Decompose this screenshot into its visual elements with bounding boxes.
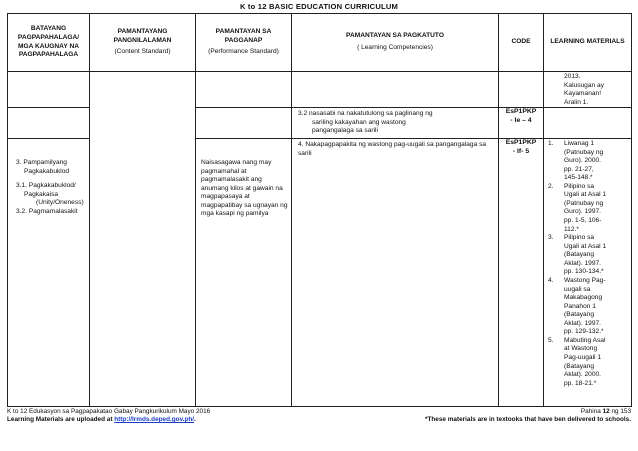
material-text (564, 277, 629, 337)
header-learning-materials (544, 14, 632, 72)
material-line: Wastong Pag- (564, 276, 606, 284)
material-number: 2. (548, 182, 554, 190)
material-number: 4. (548, 276, 554, 284)
material-line: uugali sa (564, 285, 591, 293)
material-line: pp. 1-5, 106- (564, 217, 602, 224)
page-total: ng 153 (611, 408, 631, 415)
cell-empty (544, 108, 632, 139)
content-standard-cell (90, 72, 196, 407)
performance-standard-text: Naisasagawa nang may pagmamahal at pagmamalasakit ang anumang kilos at gawain na magpapasaya at magpapatibay sa ugnayan ng mga kasapi ng pamilya (201, 158, 288, 218)
material-line: 145-148.* (564, 174, 593, 182)
material-line: Guro). 2000. (564, 157, 602, 165)
material-item (548, 140, 629, 183)
cell-empty (8, 72, 90, 108)
header-performance-standard-sub: (Performance Standard) (208, 48, 279, 56)
value-sub: (Unity/Oneness) (36, 199, 84, 207)
materials-line: Kalusugan ay (564, 81, 604, 89)
page-current: 12 (602, 408, 610, 415)
material-line: (Patnubay ng (564, 199, 604, 207)
header-row (8, 14, 632, 72)
material-line: Pilipino sa (564, 182, 595, 190)
header-code (499, 14, 544, 72)
lrmds-link[interactable]: http://lrmds.deped.gov.ph/ (114, 416, 195, 423)
material-line: Guro). 1997. (564, 208, 602, 216)
material-line: Ugali at Asal 1 (564, 242, 607, 250)
cell-empty (8, 108, 90, 139)
material-number: 1. (548, 139, 554, 147)
code-cell (499, 108, 544, 139)
materials-top-cell (544, 72, 632, 108)
material-line: (Batayang (564, 311, 595, 319)
header-core-values (8, 14, 90, 72)
performance-standard-cell (196, 138, 292, 406)
page-title: K to 12 BASIC EDUCATION CURRICULUM (239, 2, 399, 11)
material-line: 112.* (564, 225, 579, 233)
header-core-values-line: MGA KAUGNAY NA (18, 42, 79, 50)
uploaded-text: Learning Materials are uploaded at (7, 416, 113, 423)
material-line: pp. 130-134.* (564, 268, 604, 276)
material-text (564, 234, 629, 277)
material-line: (Batayang (564, 362, 595, 370)
code-cell (499, 138, 544, 406)
material-text (564, 140, 629, 183)
material-line: pp. 129-132.* (564, 328, 604, 336)
cell-empty (292, 72, 499, 108)
material-number: 3. (548, 234, 554, 242)
material-line: Makabagong (564, 294, 603, 302)
material-line: Pag-uugali 1 (564, 354, 602, 361)
header-learning-competencies (292, 14, 499, 72)
materials-line: Aralin 1. (564, 98, 589, 106)
material-line: (Patnubay ng (564, 148, 604, 156)
material-item (548, 183, 629, 234)
header-learning-materials-label: LEARNING MATERIALS (550, 38, 625, 46)
material-line: Aklat). 1997. (564, 319, 602, 327)
materials-list (544, 139, 631, 388)
header-learning-competencies-sub: ( Learning Competencies) (357, 44, 433, 51)
material-line: Liwanag 1 (564, 139, 595, 147)
cell-empty (196, 72, 292, 108)
material-text (564, 183, 629, 234)
material-line: Panahon 1 (564, 302, 596, 310)
material-line: Pilipino sa (564, 234, 595, 242)
competency-text: pangangalaga sa sarili (312, 127, 378, 135)
footer-line-2 (7, 416, 631, 423)
code-text: - If- 5 (512, 147, 530, 155)
competency-text: sariling kakayahan ang wastong (312, 118, 406, 126)
header-core-values-line: BATAYANG (30, 25, 67, 33)
curriculum-table (7, 13, 632, 407)
header-performance-standard (196, 14, 292, 72)
material-text (564, 337, 629, 388)
code-text: - Ie – 4 (510, 117, 532, 125)
material-line: pp. 18-21.* (564, 379, 597, 387)
header-content-standard-label: PAMANTAYANG PANGNILALAMAN (113, 28, 172, 44)
material-line: Aklat). 2000. (564, 371, 602, 379)
value-main: Pagkakabuklod (24, 167, 70, 175)
material-line: at Wastong (564, 345, 598, 353)
page-number (581, 408, 631, 415)
header-performance-standard-label: PAMANTAYAN SA PAGGANAP (215, 28, 272, 44)
code-text: EsP1PKP (505, 108, 537, 116)
material-number: 5. (548, 336, 554, 344)
materials-line: Kayamanan! (564, 90, 602, 98)
materials-note: *These materials are in textooks that have ben delivered to schools. (425, 416, 631, 423)
materials-line: 2013. (564, 73, 581, 80)
competency-text: 4. Nakapagpapakita ng wastong pag-uugali sa pangangalaga sa sarili (298, 140, 487, 157)
footer-line-1 (7, 408, 631, 415)
header-content-standard (90, 14, 196, 72)
header-code-label: CODE (511, 38, 531, 46)
material-item (548, 277, 629, 337)
url-end: . (194, 416, 196, 423)
header-core-values-line: PAGPAPAHALAGA/ (17, 33, 80, 41)
values-cell (8, 138, 90, 406)
material-item (548, 234, 629, 277)
header-learning-competencies-label: PAMANTAYAN SA PAGKATUTO (346, 32, 444, 40)
material-item (548, 337, 629, 388)
competency-cell (292, 138, 499, 406)
table-row (8, 72, 632, 108)
competency-text: 3.2 nasasabi na nakatutulong sa paglinang ng (298, 110, 433, 118)
material-line: Ugali at Asal 1 (564, 191, 607, 199)
material-line: pp. 21-27, (564, 165, 594, 173)
cell-empty (499, 72, 544, 108)
competency-cell (292, 108, 499, 139)
cell-empty (196, 108, 292, 139)
material-line: (Batayang (564, 251, 595, 259)
value-main: 3. Pampamilyang (16, 158, 67, 166)
value-sub: Pagkakaisa (24, 190, 59, 198)
footer-left-text: K to 12 Edukasyon sa Pagpapakatao Gabay Pangkurikulum Mayo 2016 (7, 408, 211, 415)
header-content-standard-sub: (Content Standard) (114, 48, 171, 56)
materials-cell (544, 138, 632, 406)
value-sub: 3.1. Pagkakabuklod/ (16, 182, 76, 190)
value-sub: 3.2. Pagmamalasakit (16, 207, 78, 215)
material-line: Mabuting Asal (564, 336, 606, 344)
material-line: Aklat). 1997. (564, 259, 602, 267)
header-core-values-line: PAGPAPAHALAGA (18, 51, 79, 59)
page-label: Pahina (580, 408, 601, 415)
code-text: EsP1PKP (505, 138, 537, 146)
